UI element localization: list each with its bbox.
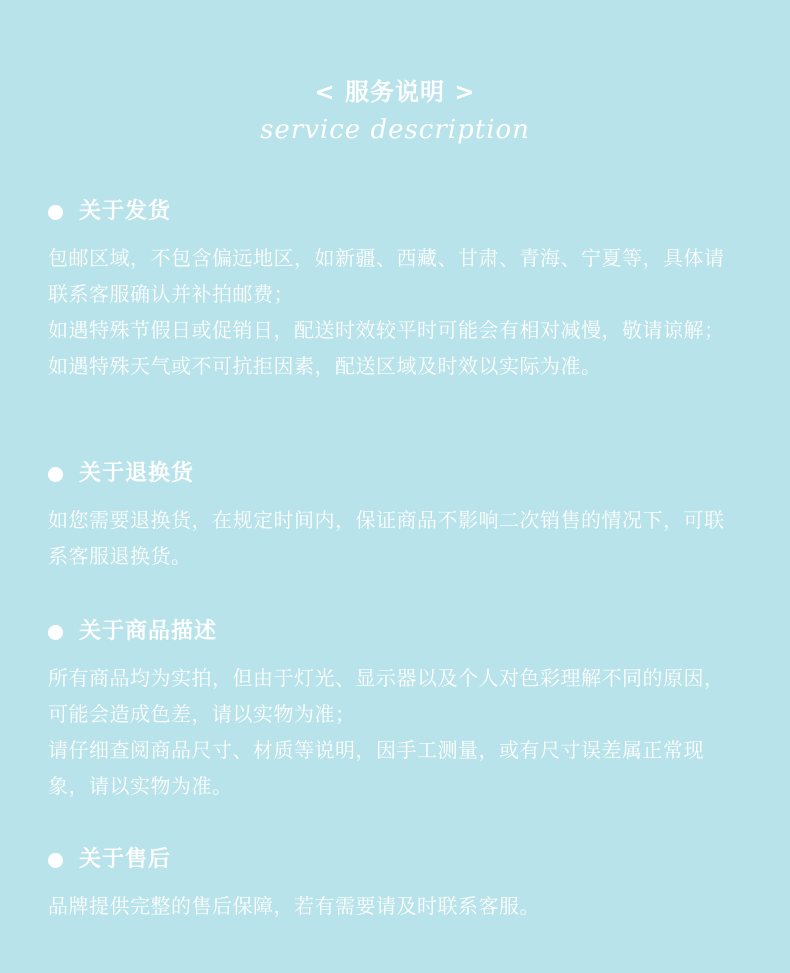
section-shipping [48, 196, 743, 384]
paragraph: 如遇特殊节假日或促销日，配送时效较平时可能会有相对减慢，敬请谅解； [48, 318, 725, 342]
paragraph: 如遇特殊天气或不可抗拒因素，配送区域及时效以实际为准。 [48, 354, 602, 378]
paragraph: 所有商品均为实拍，但由于灯光、显示器以及个人对色彩理解不同的原因，可能会造成色差，请以实物为准； [48, 666, 725, 726]
section-heading [48, 458, 743, 490]
section-title: 关于售后 [79, 847, 172, 872]
paragraph: 如您需要退换货，在规定时间内，保证商品不影响二次销售的情况下，可联系客服退换货。 [48, 508, 725, 568]
page-header [0, 76, 790, 146]
section-after-sales [48, 844, 743, 924]
page-subtitle: service description [260, 115, 530, 145]
section-body [48, 240, 743, 384]
section-heading [48, 844, 743, 876]
section-returns [48, 458, 743, 574]
section-heading [48, 616, 743, 648]
section-title: 关于商品描述 [79, 619, 218, 644]
paragraph: 包邮区域，不包含偏远地区，如新疆、西藏、甘肃、青海、宁夏等，具体请联系客服确认并补拍邮费； [48, 246, 725, 306]
page-title: < 服务说明 > [314, 78, 476, 106]
bullet-icon [48, 205, 63, 220]
bullet-icon [48, 467, 63, 482]
section-product-description [48, 616, 743, 804]
section-body [48, 660, 743, 804]
section-body [48, 502, 743, 574]
bullet-icon [48, 625, 63, 640]
paragraph: 品牌提供完整的售后保障，若有需要请及时联系客服。 [48, 894, 540, 918]
section-heading [48, 196, 743, 228]
paragraph: 请仔细查阅商品尺寸、材质等说明，因手工测量，或有尺寸误差属正常现象，请以实物为准。 [48, 738, 704, 798]
bullet-icon [48, 853, 63, 868]
section-body [48, 888, 743, 924]
section-title: 关于发货 [79, 199, 172, 224]
section-title: 关于退换货 [79, 461, 195, 486]
